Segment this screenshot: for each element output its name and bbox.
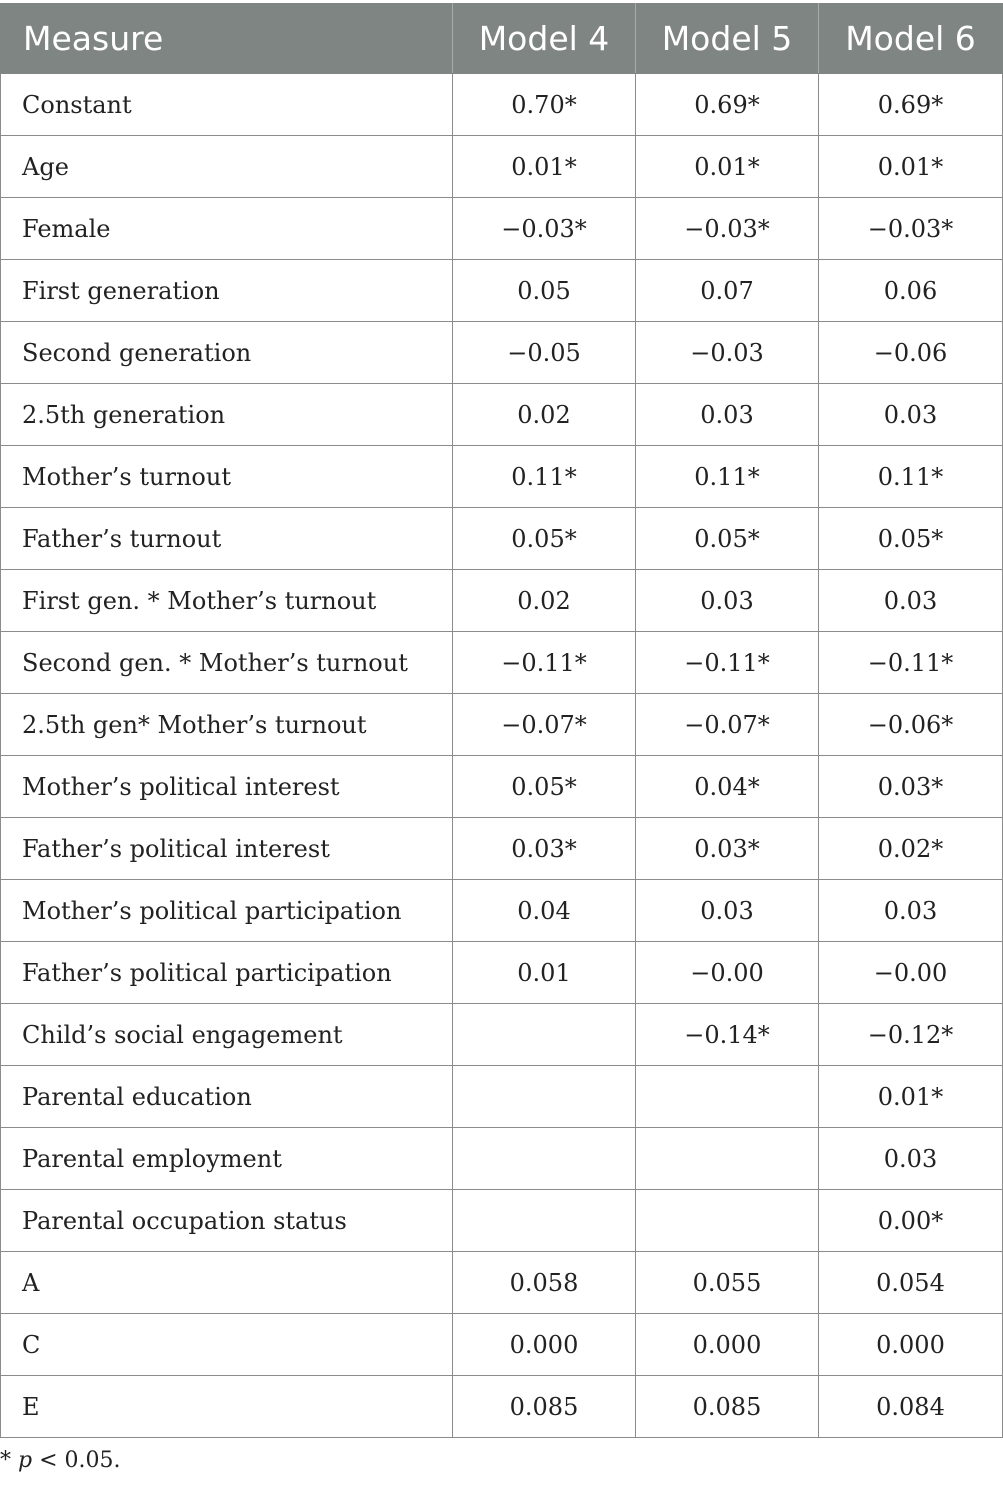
model-5-cell: 0.085 [636,1376,819,1438]
model-4-cell: −0.07* [453,694,636,756]
table-row [1,198,1003,260]
table-row [1,322,1003,384]
model-5-cell: −0.00 [636,942,819,1004]
model-6-cell: 0.000 [819,1314,1003,1376]
model-6-cell: 0.01* [819,1066,1003,1128]
model-5-cell: −0.03 [636,322,819,384]
model-6-cell: 0.084 [819,1376,1003,1438]
model-4-cell: 0.01* [453,136,636,198]
model-4-cell: 0.01 [453,942,636,1004]
model-4-cell: 0.05* [453,756,636,818]
model-4-cell: 0.000 [453,1314,636,1376]
model-4-cell: 0.058 [453,1252,636,1314]
footnote-suffix: < 0.05. [32,1448,121,1473]
model-5-cell: 0.03 [636,384,819,446]
header-model-4: Model 4 [453,4,636,74]
model-5-cell: −0.03* [636,198,819,260]
model-5-cell [636,1128,819,1190]
model-4-cell: 0.11* [453,446,636,508]
measure-cell: Age [1,136,453,198]
model-5-cell [636,1066,819,1128]
model-4-cell: 0.04 [453,880,636,942]
measure-cell: 2.5th generation [1,384,453,446]
measure-cell: Mother’s political participation [1,880,453,942]
model-4-cell: 0.03* [453,818,636,880]
model-6-cell: 0.05* [819,508,1003,570]
model-5-cell: 0.03* [636,818,819,880]
model-6-cell: 0.03 [819,1128,1003,1190]
measure-cell: A [1,1252,453,1314]
measure-cell: Parental occupation status [1,1190,453,1252]
header-model-5: Model 5 [636,4,819,74]
model-4-cell: 0.70* [453,74,636,136]
table-row [1,756,1003,818]
model-5-cell: 0.69* [636,74,819,136]
model-6-cell: 0.03 [819,384,1003,446]
table-row [1,136,1003,198]
measure-cell: Father’s political interest [1,818,453,880]
model-4-cell: 0.085 [453,1376,636,1438]
model-5-cell: 0.05* [636,508,819,570]
table-row [1,260,1003,322]
model-5-cell: −0.07* [636,694,819,756]
model-6-cell: 0.06 [819,260,1003,322]
measure-cell: 2.5th gen* Mother’s turnout [1,694,453,756]
table-row [1,880,1003,942]
measure-cell: First generation [1,260,453,322]
model-5-cell: 0.04* [636,756,819,818]
measure-cell: Female [1,198,453,260]
measure-cell: Father’s political participation [1,942,453,1004]
model-6-cell: 0.054 [819,1252,1003,1314]
model-4-cell: 0.02 [453,384,636,446]
table-row [1,1066,1003,1128]
header-model-6: Model 6 [819,4,1003,74]
table-row [1,1128,1003,1190]
model-4-cell: 0.05* [453,508,636,570]
table-row [1,694,1003,756]
model-5-cell [636,1190,819,1252]
table-row [1,570,1003,632]
model-4-cell: 0.02 [453,570,636,632]
model-4-cell [453,1066,636,1128]
model-6-cell: −0.00 [819,942,1003,1004]
model-5-cell: −0.11* [636,632,819,694]
model-6-cell: 0.03 [819,880,1003,942]
model-6-cell: 0.03* [819,756,1003,818]
measure-cell: Constant [1,74,453,136]
measure-cell: E [1,1376,453,1438]
model-6-cell: 0.01* [819,136,1003,198]
model-6-cell: 0.69* [819,74,1003,136]
model-5-cell: 0.11* [636,446,819,508]
table-row [1,1252,1003,1314]
measure-cell: Second gen. * Mother’s turnout [1,632,453,694]
model-5-cell: 0.000 [636,1314,819,1376]
measure-cell: Mother’s turnout [1,446,453,508]
table-body [1,74,1003,1438]
model-4-cell [453,1004,636,1066]
model-6-cell: −0.03* [819,198,1003,260]
table-row [1,384,1003,446]
model-6-cell: −0.11* [819,632,1003,694]
header-measure: Measure [1,4,453,74]
footnote-prefix: * [0,1448,18,1473]
results-table [0,3,1003,1438]
table-row [1,74,1003,136]
table-row [1,1376,1003,1438]
table-row [1,1190,1003,1252]
measure-cell: Child’s social engagement [1,1004,453,1066]
model-5-cell: 0.03 [636,570,819,632]
model-5-cell: 0.03 [636,880,819,942]
measure-cell: Parental employment [1,1128,453,1190]
model-5-cell: −0.14* [636,1004,819,1066]
measure-cell: Father’s turnout [1,508,453,570]
model-6-cell: −0.06* [819,694,1003,756]
header-row [1,4,1003,74]
measure-cell: Parental education [1,1066,453,1128]
model-6-cell: −0.12* [819,1004,1003,1066]
model-5-cell: 0.07 [636,260,819,322]
footnote-p: p [18,1448,33,1473]
model-4-cell [453,1128,636,1190]
model-4-cell: −0.05 [453,322,636,384]
table-row [1,446,1003,508]
model-5-cell: 0.01* [636,136,819,198]
table-row [1,1314,1003,1376]
measure-cell: Second generation [1,322,453,384]
table-row [1,508,1003,570]
measure-cell: First gen. * Mother’s turnout [1,570,453,632]
model-6-cell: 0.03 [819,570,1003,632]
model-6-cell: 0.11* [819,446,1003,508]
model-4-cell: −0.11* [453,632,636,694]
model-5-cell: 0.055 [636,1252,819,1314]
table-header [1,4,1003,74]
model-4-cell: −0.03* [453,198,636,260]
table-row [1,942,1003,1004]
model-6-cell: −0.06 [819,322,1003,384]
table-row [1,1004,1003,1066]
measure-cell: Mother’s political interest [1,756,453,818]
model-6-cell: 0.02* [819,818,1003,880]
table-row [1,632,1003,694]
model-6-cell: 0.00* [819,1190,1003,1252]
table-row [1,818,1003,880]
model-4-cell: 0.05 [453,260,636,322]
significance-footnote [0,1448,121,1473]
model-4-cell [453,1190,636,1252]
measure-cell: C [1,1314,453,1376]
